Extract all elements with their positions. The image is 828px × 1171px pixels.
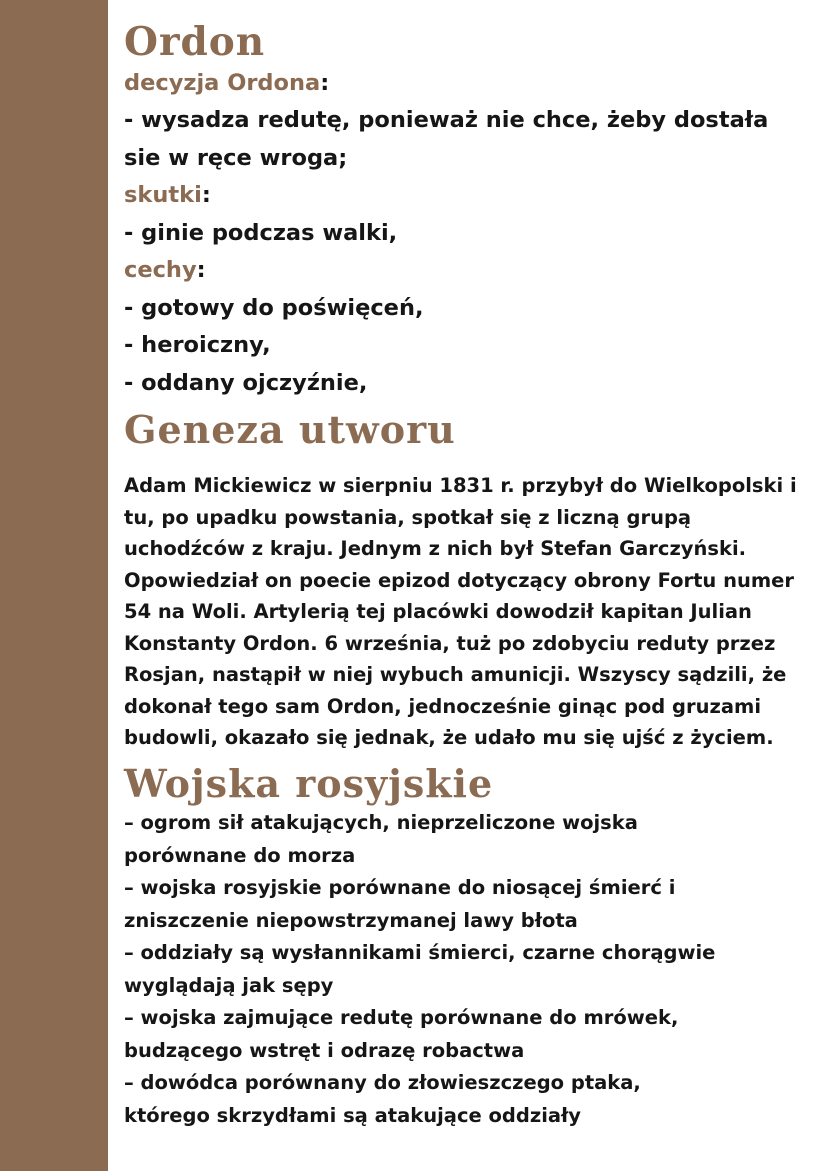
paragraph-line: Rosjan, nastąpił w niej wybuch amunicji. Wszyscy sądzili, że: [124, 663, 787, 687]
list-line: – oddziały są wysłannikami śmierci, czarne chorągwie: [124, 941, 716, 965]
paragraph-line: uchodźców z kraju. Jednym z nich był Stefan Garczyński.: [124, 537, 747, 561]
sidebar-accent-bar: [0, 0, 108, 1171]
effects-heading: skutki:: [124, 182, 211, 209]
traits-heading: cechy:: [124, 257, 206, 284]
paragraph-line: dokonał tego sam Ordon, jednocześnie ginąc pod gruzami: [124, 694, 762, 718]
traits-line: - heroiczny,: [124, 332, 271, 359]
list-line: wyglądają jak sępy: [124, 973, 334, 997]
decision-label: decyzja Ordona: [124, 69, 321, 96]
wojska-list: [124, 807, 784, 1132]
list-line: zniszczenie niepowstrzymanej lawy błota: [124, 908, 578, 932]
paragraph-line: tu, po upadku powstania, spotkał się z liczną grupą: [124, 505, 692, 529]
list-line: porównane do morza: [124, 843, 356, 867]
section-title-wojska: Wojska rosyjskie: [124, 760, 494, 806]
section-title-geneza: Geneza utworu: [124, 407, 456, 453]
paragraph-line: Adam Mickiewicz w sierpniu 1831 r. przybył do Wielkopolski i: [124, 474, 797, 498]
decision-heading: decyzja Ordona:: [124, 69, 330, 96]
traits-line: - gotowy do poświęceń,: [124, 294, 424, 321]
traits-line: - oddany ojczyźnie,: [124, 369, 368, 396]
list-line: którego skrzydłami są atakujące oddziały: [124, 1103, 581, 1127]
document-content: [124, 19, 797, 1132]
paragraph-line: Konstanty Ordon. 6 września, tuż po zdobyciu reduty przez: [124, 631, 776, 655]
geneza-paragraph: [124, 470, 797, 754]
traits-label: cechy: [124, 257, 197, 284]
decision-line: sie w ręce wroga;: [124, 144, 348, 171]
decision-line: - wysadza redutę, ponieważ nie chce, żeby dostała: [124, 107, 769, 134]
paragraph-line: Opowiedział on poecie epizod dotyczący obrony Fortu numer: [124, 568, 795, 592]
list-line: – wojska zajmujące redutę porównane do mrówek,: [124, 1006, 679, 1030]
list-line: – ogrom sił atakujących, nieprzeliczone wojska: [124, 811, 638, 835]
effects-line: - ginie podczas walki,: [124, 219, 398, 246]
effects-label: skutki: [124, 182, 202, 209]
list-line: – dowódca porównany do złowieszczego ptaka,: [124, 1071, 641, 1095]
section-title-ordon: Ordon: [124, 19, 266, 65]
ordon-section: [124, 65, 784, 403]
paragraph-line: 54 na Woli. Artylerią tej placówki dowodził kapitan Julian: [124, 600, 752, 624]
list-line: budzącego wstręt i odrazę robactwa: [124, 1038, 525, 1062]
list-line: – wojska rosyjskie porównane do niosącej śmierć i: [124, 876, 676, 900]
paragraph-line: budowli, okazało się jednak, że udało mu się ujść z życiem.: [124, 726, 774, 750]
